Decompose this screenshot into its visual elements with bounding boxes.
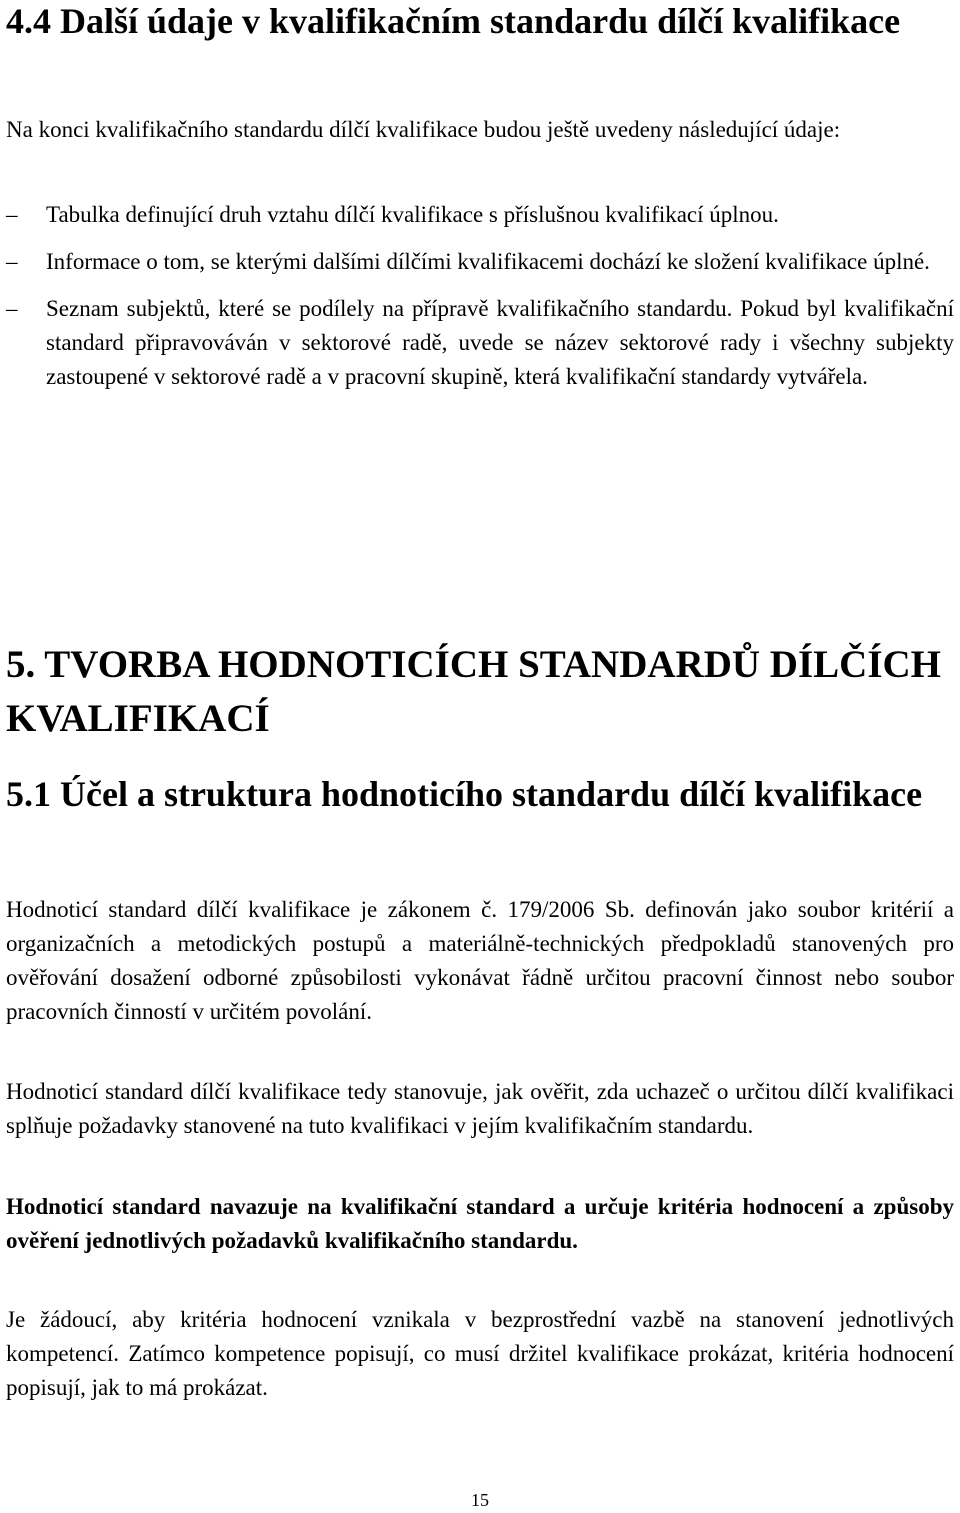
section-heading-5-1: 5.1 Účel a struktura hodnoticího standardu dílčí kvalifikace <box>6 774 923 814</box>
list-item-text: Tabulka definující druh vztahu dílčí kvalifikace s příslušnou kvalifikací úplnou. <box>46 202 779 227</box>
dash-marker: – <box>6 202 18 227</box>
list-item <box>6 245 954 279</box>
dash-marker: – <box>6 249 18 274</box>
paragraph-purpose: Hodnoticí standard dílčí kvalifikace tedy stanovuje, jak ověřit, zda uchazeč o určitou dílčí kvalifikaci splňuje požadavky stanovené na tuto kvalifikaci v jejím kvalifikačním standardu. <box>6 1079 954 1138</box>
chapter-heading-5: 5. TVORBA HODNOTICÍCH STANDARDŮ DÍLČÍCH KVALIFIKACÍ <box>6 643 941 740</box>
paragraph-emphasis: Hodnoticí standard navazuje na kvalifikační standard a určuje kritéria hodnocení a způsoby ověření jednotlivých požadavků kvalifikačního standardu. <box>6 1194 954 1253</box>
list-item <box>6 292 954 394</box>
page-number: 15 <box>471 1490 489 1510</box>
section-heading-4-4: 4.4 Další údaje v kvalifikačním standardu dílčí kvalifikace <box>6 1 901 41</box>
list-item-text: Informace o tom, se kterými dalšími dílčími kvalifikacemi dochází ke složení kvalifikace úplné. <box>46 249 930 274</box>
list-item-text: Seznam subjektů, které se podílely na přípravě kvalifikačního standardu. Pokud byl kvalifikační standard připravováván v sektorové radě, uvede se název sektorové rady i všechny subjekty zastoupené v sektorové radě a v pracovní skupině, která kvalifikační standardy vytvářela. <box>46 296 954 389</box>
list-item <box>6 198 954 232</box>
intro-paragraph: Na konci kvalifikačního standardu dílčí kvalifikace budou ještě uvedeny následující údaje: <box>6 117 841 142</box>
bullet-list <box>6 198 954 407</box>
paragraph-criteria: Je žádoucí, aby kritéria hodnocení vznikala v bezprostřední vazbě na stanovení jednotlivých kompetencí. Zatímco kompetence popisují, co musí držitel kvalifikace prokázat, kritéria hodnocení popisují, jak to má prokázat. <box>6 1307 954 1400</box>
paragraph-definition: Hodnoticí standard dílčí kvalifikace je zákonem č. 179/2006 Sb. definován jako soubor kritérií a organizačních a metodických postupů a materiálně-technických předpokladů stanovených pro ověřování dosažení odborné způsobilosti vykonávat řádně určitou pracovní činnost nebo soubor pracovních činností v určitém povolání. <box>6 897 954 1024</box>
dash-marker: – <box>6 296 18 321</box>
